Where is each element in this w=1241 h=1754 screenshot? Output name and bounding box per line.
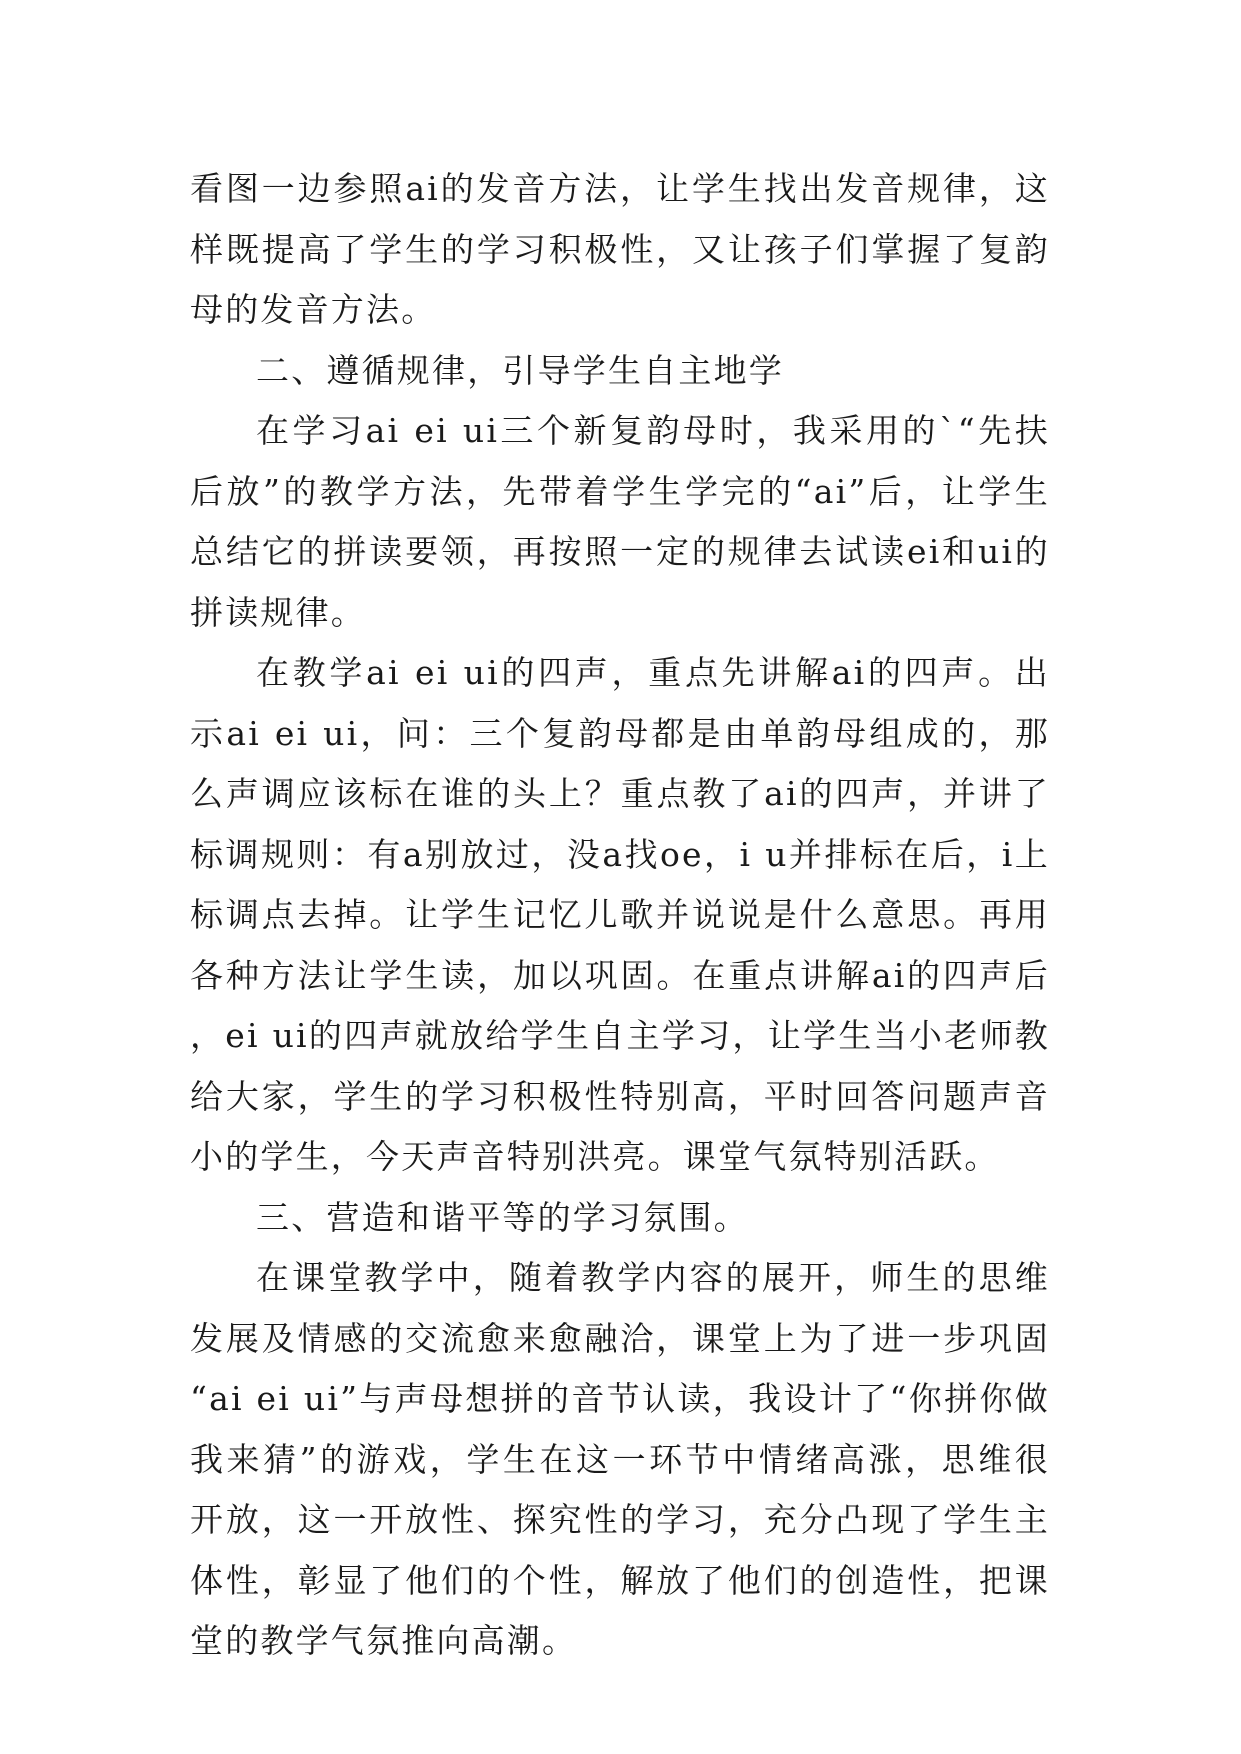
section-heading-harmonious-atmosphere: 三、营造和谐平等的学习氛围。 bbox=[256, 1197, 749, 1237]
paragraph-guided-learning: 在学习ai ei ui三个新复韵母时，我采用的`“先扶后放”的教学方法，先带着学生学完的“ai”后，让学生总结它的拼读要领，再按照一定的规律去试读ei和ui的拼读规律。 bbox=[190, 411, 1050, 632]
section-heading-follow-rules: 二、遵循规律，引导学生自主地学 bbox=[256, 350, 784, 390]
paragraph-intro-continuation: 看图一边参照ai的发音方法，让学生找出发音规律，这样既提高了学生的学习积极性，又让孩子们掌握了复韵母的发音方法。 bbox=[190, 169, 1050, 329]
paragraph-four-tones: 在教学ai ei ui的四声，重点先讲解ai的四声。出示ai ei ui，问：三个复韵母都是由单韵母组成的，那么声调应该标在谁的头上？重点教了ai的四声，并讲了标调规则：有a别放过，没a找oe，i u并排标在后，i上标调点去掉。让学生记忆儿歌并说说是什么意思。再用各种方法让学生读，加以巩固。在重点讲解ai的四声后，ei ui的四声就放给学生自主学习，让学生当小老师教给大家，学生的学习积极性特别高，平时回答问题声音小的学生，今天声音特别洪亮。课堂气氛特别活跃。 bbox=[190, 653, 1050, 1176]
paragraph-classroom-game: 在课堂教学中，随着教学内容的展开，师生的思维发展及情感的交流愈来愈融洽，课堂上为了进一步巩固“ai ei ui”与声母想拼的音节认读，我设计了“你拼你做我来猜”的游戏，学生在这一环节中情绪高涨，思维很开放，这一开放性、探究性的学习，充分凸现了学生主体性，彰显了他们的个性，解放了他们的创造性，把课堂的教学气氛推向高潮。 bbox=[190, 1258, 1050, 1660]
document-body bbox=[190, 159, 1050, 1672]
